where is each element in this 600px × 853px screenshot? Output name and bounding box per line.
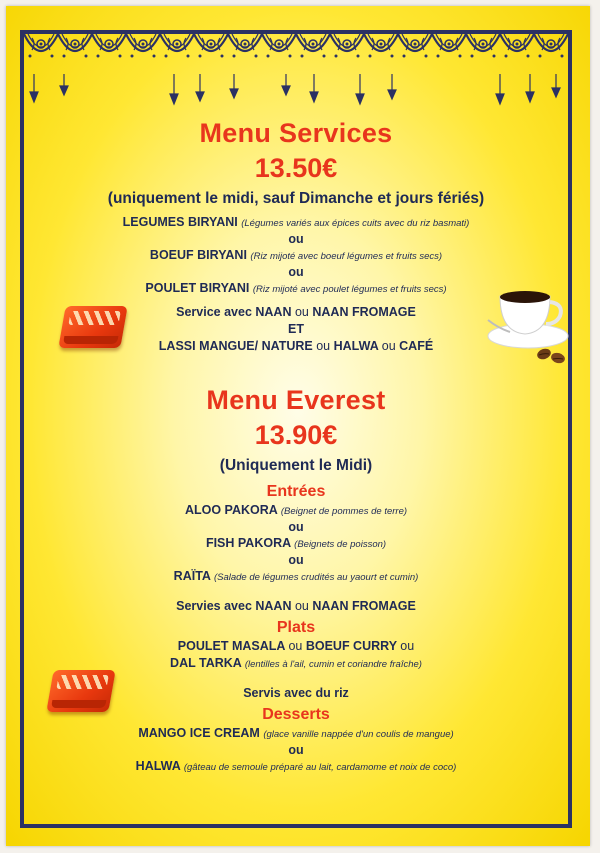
menu-item-desc: (Riz mijoté avec boeuf légumes et fruits secs)	[250, 251, 443, 262]
menu-item-name: HALWA	[135, 759, 181, 773]
menu-services-title: Menu Services	[199, 118, 393, 148]
menu-item	[24, 758, 568, 776]
separator-ou: ou	[294, 305, 309, 319]
service-option: Servies avec NAAN	[176, 599, 292, 613]
menu-item-desc: (Beignets de poisson)	[294, 539, 387, 550]
menu-item-name: BOEUF BIRYANI	[149, 248, 247, 262]
menu-item-desc: (glace vanille nappée d'un coulis de mangue)	[263, 729, 454, 740]
menu-item	[24, 725, 568, 743]
menu-item-name: RAÏTA	[173, 569, 211, 583]
separator-ou: ou	[316, 339, 331, 353]
menu-item-desc: (lentilles à l'ail, cumin et coriandre fraîche)	[244, 659, 422, 670]
menu-item	[24, 247, 568, 265]
menu-item-desc: (Beignet de pommes de terre)	[280, 506, 408, 517]
separator-ou: ou	[288, 265, 304, 279]
section-heading-desserts: Desserts	[262, 706, 330, 723]
separator-ou: ou	[288, 232, 304, 246]
menu-item-desc: (Salade de légumes crudités au yaourt et cumin)	[213, 572, 419, 583]
service-option: NAAN FROMAGE	[312, 599, 416, 613]
menu-sheet	[6, 6, 590, 846]
separator-ou: ou	[294, 599, 309, 613]
menu-item-name: LEGUMES BIRYANI	[122, 215, 238, 229]
menu-item-name: MANGO ICE CREAM	[138, 726, 260, 740]
service-option: HALWA	[333, 339, 379, 353]
menu-item-name: ALOO PAKORA	[184, 503, 278, 517]
menu-item	[24, 638, 568, 655]
section-heading-plats: Plats	[276, 619, 316, 636]
service-line	[24, 598, 568, 615]
menu-item-desc: (Riz mijoté avec poulet légumes et fruits secs)	[252, 284, 447, 295]
separator-ou: ou	[381, 339, 396, 353]
ornamental-border-icon	[24, 34, 568, 116]
section-heading-entrees: Entrées	[266, 483, 326, 500]
menu-item	[24, 502, 568, 520]
separator-ou: ou	[288, 520, 304, 534]
separator-ou: ou	[288, 553, 304, 567]
menu-everest-price: 13.90€	[254, 420, 338, 450]
menu-item-name: DAL TARKA	[170, 656, 242, 670]
menu-item	[24, 535, 568, 553]
menu-everest-subtitle: (Uniquement le Midi)	[219, 457, 373, 474]
menu-everest-title: Menu Everest	[206, 385, 386, 415]
service-line	[24, 338, 568, 355]
menu-item-name: POULET BIRYANI	[145, 281, 250, 295]
menu-services-subtitle: (uniquement le midi, sauf Dimanche et jours fériés)	[107, 190, 485, 207]
service-et: ET	[288, 322, 304, 336]
service-option: LASSI MANGUE/ NATURE	[158, 339, 313, 353]
menu-item	[24, 655, 568, 673]
menu-item-desc: (Légumes variés aux épices cuits avec du riz basmati)	[241, 218, 470, 229]
menu-item	[24, 214, 568, 232]
menu-item	[24, 280, 568, 298]
service-option: NAAN FROMAGE	[312, 305, 416, 319]
menu-item-name: POULET MASALA	[177, 639, 285, 653]
separator-ou: ou	[288, 743, 304, 757]
menu-item-desc: (gâteau de semoule préparé au lait, cardamome et noix de coco)	[183, 762, 457, 773]
separator-ou: ou	[288, 639, 303, 653]
menu-content	[24, 116, 568, 776]
menu-item-name: FISH PAKORA	[205, 536, 291, 550]
menu-item	[24, 568, 568, 586]
menu-services-price: 13.50€	[254, 153, 338, 183]
served-with-rice: Servis avec du riz	[243, 686, 349, 700]
service-option: Service avec NAAN	[176, 305, 292, 319]
menu-item-name: BOEUF CURRY	[305, 639, 397, 653]
service-option: CAFÉ	[399, 339, 434, 353]
separator-ou: ou	[400, 639, 415, 653]
service-line	[24, 304, 568, 321]
